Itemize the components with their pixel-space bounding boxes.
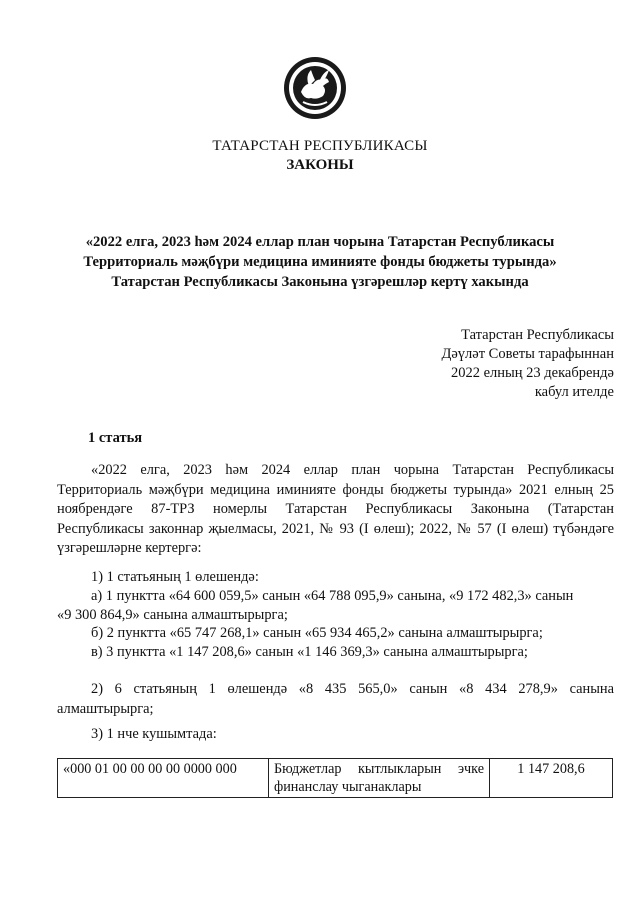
table-cell-amount: 1 147 208,6: [490, 759, 613, 798]
adoption-line: Дәүләт Советы тарафыннан: [441, 346, 614, 362]
adoption-line: кабул ителде: [534, 384, 614, 400]
adoption-line: 2022 елның 23 декабрендә: [450, 365, 614, 381]
law-title-line: «2022 елга, 2023 һәм 2024 еллар план чорына Татарстан Республикасы: [85, 234, 555, 250]
appendix-table: [57, 758, 613, 798]
table-cell-name: [269, 759, 490, 798]
item-1: 1) 1 статьяның 1 өлешендә:: [91, 569, 259, 585]
item-3: 3) 1 нче кушымтада:: [91, 726, 217, 742]
table-cell-name-line: финанслау чыганаклары: [274, 779, 422, 795]
law-title-line: Татарстан Республикасы Законына үзгәрешләр кертү хакында: [111, 274, 529, 290]
table-cell-code: «000 01 00 00 00 00 0000 000: [58, 759, 269, 798]
law-heading: ЗАКОНЫ: [286, 157, 354, 173]
item-2: 2) 6 статьяның 1 өлешендә «8 435 565,0» санын «8 434 278,9» санына алмаштырырга;: [57, 681, 614, 717]
table-cell-name-line: Бюджетлар кытлыкларын эчке: [274, 761, 484, 777]
republic-heading: ТАТАРСТАН РЕСПУБЛИКАСЫ: [212, 138, 428, 154]
item-1a-line1: а) 1 пунктта «64 600 059,5» санын «64 788 095,9» санына, «9 172 482,3» санын: [91, 588, 574, 604]
coat-of-arms-emblem: [283, 56, 347, 120]
table-row: [58, 759, 613, 798]
law-title-line: Территориаль мәҗбүри медицина иминияте фонды бюджеты турында»: [83, 254, 557, 270]
article-intro-paragraph: «2022 елга, 2023 һәм 2024 еллар план чорына Татарстан Республикасы Территориаль мәҗбүри медицина иминияте фонды бюджеты турында» 2021 елның 25 ноябрендәге 87-ТРЗ номерлы Татарстан Республикасы Законына (Татарстан Республикасы законнар җыелмасы, 2021, № 93 (I өлеш); 2022, № 57 (I өлеш) түбәндәге үзгәрешләрне кертергә:: [57, 462, 614, 556]
item-1b: б) 2 пунктта «65 747 268,1» санын «65 934 465,2» санына алмаштырырга;: [91, 625, 543, 641]
adoption-line: Татарстан Республикасы: [461, 327, 614, 343]
article-heading: 1 статья: [88, 430, 143, 446]
item-1a-line2: «9 300 864,9» санына алмаштырырга;: [57, 607, 288, 623]
adoption-block: [441, 326, 614, 402]
item-1c: в) 3 пунктта «1 147 208,6» санын «1 146 369,3» санына алмаштырырга;: [91, 644, 528, 660]
law-title: [60, 232, 580, 292]
